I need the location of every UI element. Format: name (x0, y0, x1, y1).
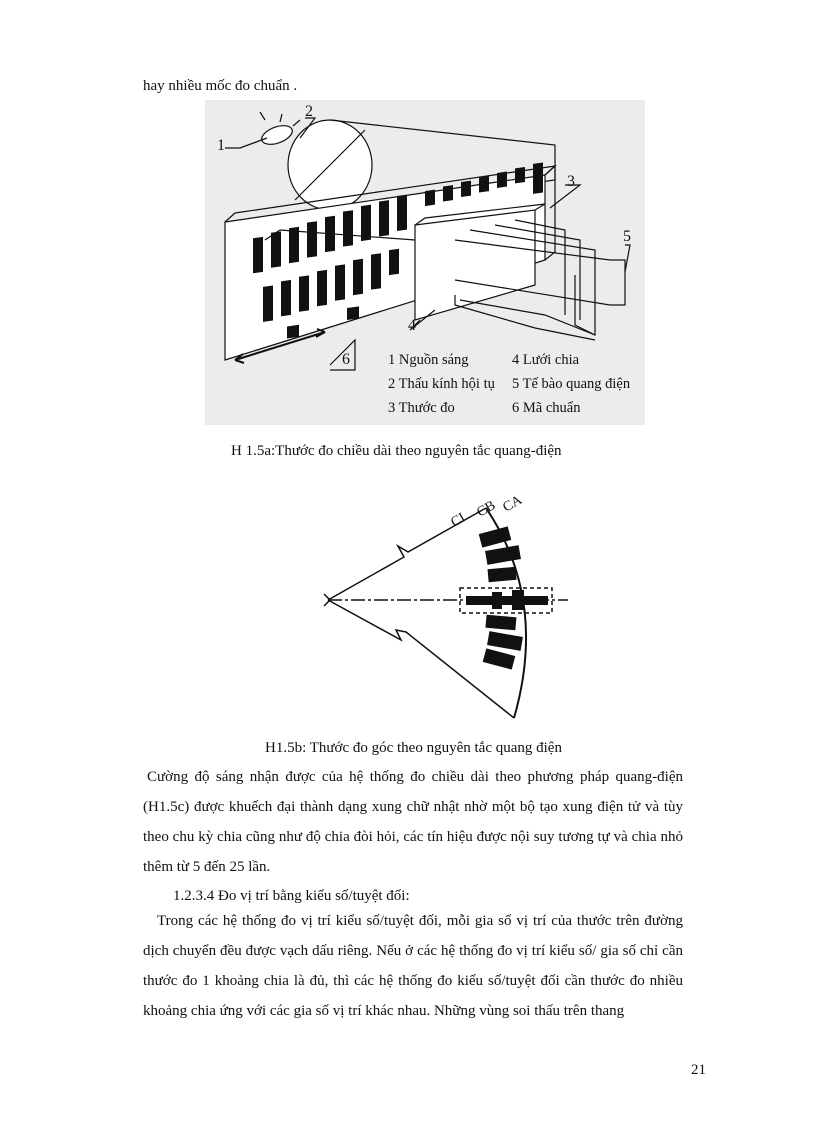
legend-item: 4 Lưới chia (512, 352, 580, 368)
body-paragraph: Trong các hệ thống đo vị trí kiểu số/tuyệt đối, mỗi gia số vị trí của thước trên đường dịch chuyển đều được vạch dấu riêng. Nếu ở các hệ thống đo vị trí kiểu số/ gia số chỉ cần thước đo 1 khoảng chia là đủ, thì các hệ thống đo kiểu số/tuyệt đối cần thước đo nhiều khoảng chia ứng với các gia số vị trí khác nhau. Những vùng soi thấu trên thang (143, 913, 683, 1019)
figure-angle-scale (316, 482, 576, 722)
page-number: 21 (691, 1062, 706, 1078)
callout-1: 1 (217, 137, 225, 154)
section-heading: 1.2.3.4 Đo vị trí bằng kiểu số/tuyệt đối: (173, 888, 410, 904)
legend-item: 6 Mã chuẩn (512, 400, 581, 416)
figure-b-caption: H1.5b: Thước đo góc theo nguyên tắc quang điện (265, 740, 562, 756)
legend-item: 5 Tế bào quang điện (512, 376, 631, 392)
figure-a-caption: H 1.5a:Thước đo chiều dài theo nguyên tắc quang-điện (231, 443, 562, 459)
body-paragraph: Cường độ sáng nhận được của hệ thống đo chiều dài theo phương pháp quang-điện (H1.5c) được khuếch đại thành dạng xung chữ nhật nhờ một bộ tạo xung điện tử và tùy theo chu kỳ chia cũng như độ chia đòi hỏi, các tín hiệu được nội suy tương tự và chia nhỏ thêm từ 5 đến 25 lần. (143, 769, 683, 875)
track-label-ci: CI (448, 510, 469, 531)
legend-item: 1 Nguồn sáng (388, 352, 469, 368)
figure-angle-scale-drawing (316, 482, 576, 722)
callout-2: 2 (305, 103, 313, 120)
callout-3: 3 (567, 173, 575, 190)
legend-item: 3 Thước đo (388, 400, 455, 416)
intro-text: hay nhiều mốc đo chuẩn . (143, 78, 298, 94)
callout-4: 4 (408, 317, 416, 334)
legend-item: 2 Thấu kính hội tụ (388, 376, 495, 392)
track-label-ca: CA (500, 492, 525, 516)
callout-5: 5 (623, 228, 631, 245)
track-label-cb: CB (474, 498, 499, 521)
callout-6: 6 (342, 351, 350, 368)
